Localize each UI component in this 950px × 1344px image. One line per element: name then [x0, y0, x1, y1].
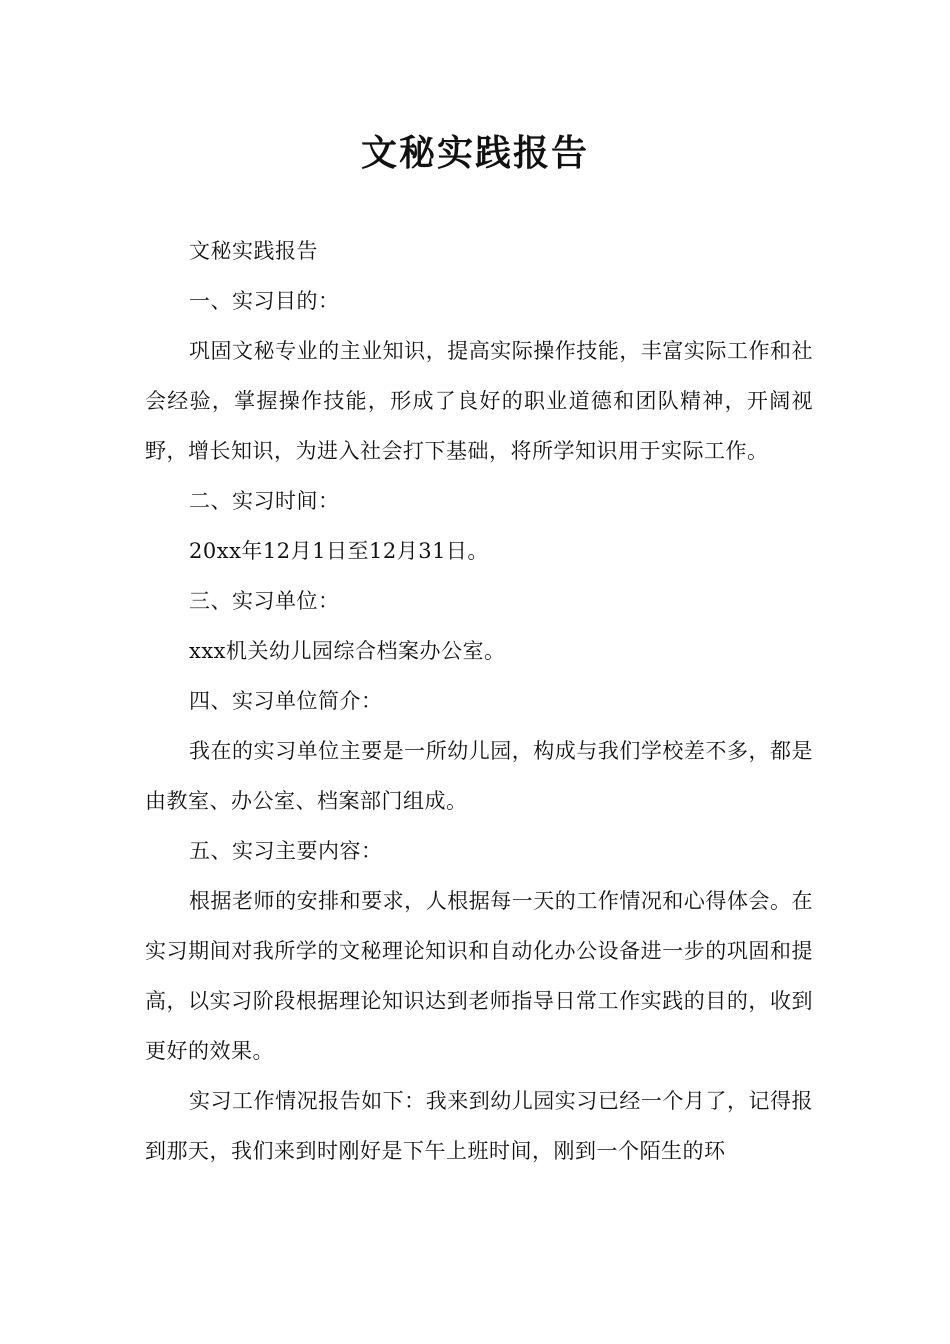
document-body	[145, 226, 813, 1176]
heading-purpose: 一、实习目的：	[189, 289, 340, 313]
paragraph-unit-intro: 我在的实习单位主要是一所幼儿园，构成与我们学校差不多，都是由教室、办公室、档案部门组成。	[145, 739, 813, 813]
heading-unit-intro: 四、实习单位简介：	[189, 689, 383, 713]
paragraph-subtitle: 文秘实践报告	[189, 239, 318, 263]
document-title: 文秘实践报告	[360, 133, 589, 174]
paragraph-unit: xxx机关幼儿园综合档案办公室。	[189, 639, 506, 663]
paragraph-purpose: 巩固文秘专业的主业知识，提高实际操作技能，丰富实际工作和社会经验，掌握操作技能，形成了良好的职业道德和团队精神，开阔视野，增长知识，为进入社会打下基础，将所学知识用于实际工作。	[145, 339, 813, 463]
heading-content: 五、实习主要内容：	[189, 839, 383, 863]
heading-time: 二、实习时间：	[189, 489, 340, 513]
paragraph-content: 根据老师的安排和要求，人根据每一天的工作情况和心得体会。在实习期间对我所学的文秘理论知识和自动化办公设备进一步的巩固和提高，以实习阶段根据理论知识达到老师指导日常工作实践的目的，收到更好的效果。	[145, 889, 813, 1063]
heading-unit: 三、实习单位：	[189, 589, 340, 613]
paragraph-report: 实习工作情况报告如下：我来到幼儿园实习已经一个月了，记得报到那天，我们来到时刚好是下午上班时间，刚到一个陌生的环	[145, 1089, 813, 1163]
paragraph-time: 20xx年12月1日至12月31日。	[189, 539, 489, 563]
